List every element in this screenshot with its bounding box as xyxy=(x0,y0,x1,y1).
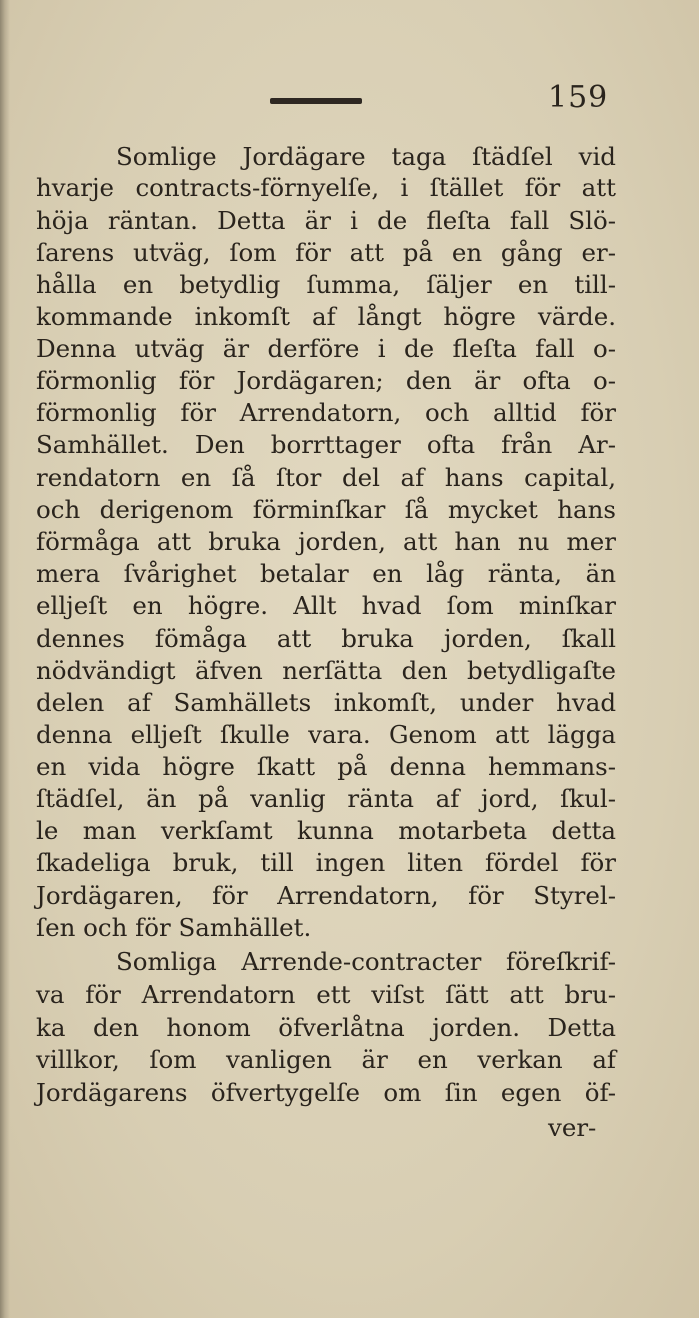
text-line: ſtädſel, än på vanlig ränta af jord, ſkul- xyxy=(36,784,616,813)
text-line: elljeſt en högre. Allt hvad ſom minſkar xyxy=(36,591,616,620)
text-line: dennes fömåga att bruka jorden, ſkall xyxy=(36,624,616,653)
page-binding-edge xyxy=(0,0,10,1318)
text-line: le man verkſamt kunna motarbeta detta xyxy=(36,816,616,845)
text-line: ſen och för Samhället. xyxy=(36,913,312,942)
text-line: höja räntan. Detta är i de fleſta fall Slö- xyxy=(36,206,616,235)
text-line: ka den honom öfverlåtna jorden. Detta xyxy=(36,1013,616,1042)
text-line: förmonlig för Arrendatorn, och alltid för xyxy=(36,398,616,427)
text-line: ſkadeliga bruk, till ingen liten fördel för xyxy=(36,848,616,877)
text-line: Jordägaren, för Arrendatorn, för Styrel- xyxy=(36,881,616,910)
text-line: delen af Samhällets inkomſt, under hvad xyxy=(36,688,616,717)
text-line: Somlige Jordägare taga ſtädſel vid xyxy=(116,142,616,171)
text-line: Samhället. Den borrttager ofta från Ar- xyxy=(36,430,616,459)
text-line: denna elljeſt ſkulle vara. Genom att lägga xyxy=(36,720,616,749)
text-line: va för Arrendatorn ett viſst ſätt att bru- xyxy=(36,980,616,1009)
text-line: ſarens utväg, ſom för att på en gång er- xyxy=(36,238,616,267)
text-line: mera ſvårighet betalar en låg ränta, än xyxy=(36,559,616,588)
text-line: en vida högre ſkatt på denna hemmans- xyxy=(36,752,616,781)
catchword: ver- xyxy=(548,1113,597,1142)
text-line: förmonlig för Jordägaren; den är ofta o- xyxy=(36,366,616,395)
text-line: förmåga att bruka jorden, att han nu mer xyxy=(36,527,616,556)
text-line: kommande inkomſt af långt högre värde. xyxy=(36,302,616,331)
text-line: Denna utväg är derföre i de fleſta fall o- xyxy=(36,334,616,363)
text-line: och derigenom förminſkar ſå mycket hans xyxy=(36,495,616,524)
text-line: Jordägarens öfvertygelſe om ſin egen öf- xyxy=(36,1078,616,1107)
text-line: nödvändigt äfven nerſätta den betydligaſte xyxy=(36,656,616,685)
text-line: rendatorn en ſå ſtor del af hans capital, xyxy=(36,463,616,492)
text-line: villkor, ſom vanligen är en verkan af xyxy=(36,1045,616,1074)
header-rule xyxy=(270,98,362,104)
text-line: Somliga Arrende-contracter föreſkrif- xyxy=(116,947,616,976)
text-line: hvarje contracts-förnyelſe, i ſtället för att xyxy=(36,173,616,202)
text-line: hålla en betydlig ſumma, ſäljer en till- xyxy=(36,270,616,299)
page-number: 159 xyxy=(548,80,609,115)
